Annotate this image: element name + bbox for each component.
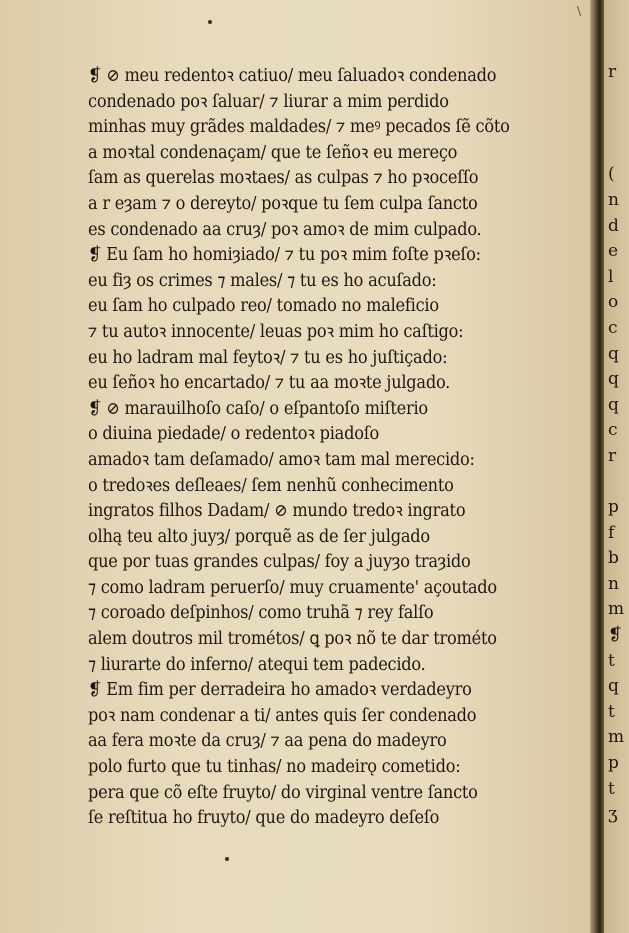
margin-fragment xyxy=(608,111,629,137)
text-line: ſam as querelas moꝛtaes/ as culpas ⁊ ho pꝛoceſſo xyxy=(88,168,479,189)
text-line: alem doutros mil trométos/ ꝗ poꝛ nõ te dar trométo xyxy=(88,629,497,650)
margin-fragment: m xyxy=(608,727,625,748)
margin-fragment: q xyxy=(608,369,619,390)
text-line: ingratos filhos Dadam/ ⊘ mundo tredoꝛ ingrato xyxy=(88,501,466,522)
ink-speck xyxy=(208,20,212,24)
margin-fragment: p xyxy=(608,753,619,774)
right-page-margin-fragments xyxy=(608,60,629,828)
margin-fragment: p xyxy=(608,497,619,518)
book-gutter xyxy=(590,0,604,933)
margin-fragment: q xyxy=(608,343,619,364)
margin-fragment: r xyxy=(608,62,617,82)
margin-fragment: ʒ xyxy=(608,804,618,825)
page-text-block xyxy=(88,64,594,832)
text-line: eu fiȝ os crimes ⁊ males/ ⁊ tu es ho acuſado: xyxy=(88,270,437,291)
text-line: amadoꝛ tam deſamado/ amoꝛ tam mal merecido: xyxy=(88,449,475,470)
text-line: ❡ Em fim per derradeira ho amadoꝛ verdadeyro xyxy=(88,680,472,701)
text-line: ⁊ coroado deſpinhos/ como truhã ⁊ rey falſo xyxy=(88,603,434,624)
margin-fragment xyxy=(608,86,629,112)
margin-fragment: t xyxy=(608,650,615,671)
text-line: ❡ Eu ſam ho homiȝiado/ ⁊ tu poꝛ mim foſte pꝛeſo: xyxy=(88,245,481,266)
text-line: pera que cõ eſte fruyto/ do virginal ventre ſancto xyxy=(88,782,478,803)
right-page-edge xyxy=(604,0,629,933)
margin-fragment: r xyxy=(608,445,617,466)
text-line: eu ſeñoꝛ ho encartado/ ⁊ tu aa moꝛte julgado. xyxy=(88,373,451,394)
margin-fragment: ❡ xyxy=(608,625,623,646)
text-line: poꝛ nam condenar a ti/ antes quis ſer condenado xyxy=(88,705,477,726)
text-line: ⁊ liurarte do inferno/ atequi tem padecido. xyxy=(88,654,426,675)
text-line: que por tuas grandes culpas/ foy a juyȝo traȝido xyxy=(88,552,471,573)
margin-fragment: d xyxy=(608,215,619,236)
margin-fragment: e xyxy=(608,241,619,262)
text-line: minhas muy grãdes maldades/ ⁊ meꝰ pecados ſẽ cõto xyxy=(88,117,510,138)
text-line: polo furto que tu tinhas/ no madeirǫ cometido: xyxy=(88,757,461,778)
text-line: ❡ ⊘ marauilhoſo caſo/ o eſpantoſo miſterio xyxy=(88,398,428,419)
margin-fragment: q xyxy=(608,394,619,415)
text-line: ⁊ como ladram peruerſo/ muy cruamente' açoutado xyxy=(88,577,497,598)
text-line: a moꝛtal condenaçam/ que te ſeñoꝛ eu mereço xyxy=(88,142,458,163)
margin-fragment: t xyxy=(608,701,615,722)
margin-fragment: b xyxy=(608,548,619,569)
text-line: a r eȝam ⁊ o dereyto/ poꝛque tu ſem culpa ſancto xyxy=(88,193,478,214)
text-line: o diuina piedade/ o redentoꝛ piadoſo xyxy=(88,424,379,445)
text-line: eu ſam ho culpado reo/ tomado no maleficio xyxy=(88,296,439,317)
text-line: ❡ ⊘ meu redentoꝛ catiuo/ meu ſaluadoꝛ condenado xyxy=(88,66,497,86)
margin-fragment: t xyxy=(608,778,615,799)
margin-fragment: n xyxy=(608,573,619,594)
margin-fragment: l xyxy=(608,266,614,287)
text-line: es condenado aa cruȝ/ poꝛ amoꝛ de mim culpado. xyxy=(88,219,482,240)
text-line: condenado poꝛ ſaluar/ ⁊ liurar a mim perdido xyxy=(88,91,449,112)
margin-fragment xyxy=(608,470,629,496)
margin-fragment: n xyxy=(608,189,619,210)
text-line: olhą teu alto juyȝ/ porquẽ as de ſer julgado xyxy=(88,526,430,547)
margin-fragment: c xyxy=(608,420,618,441)
margin-fragment: c xyxy=(608,317,618,338)
corner-mark: \ xyxy=(577,4,582,18)
text-line: ⁊ tu autoꝛ innocente/ leuas poꝛ mim ho caſtigo: xyxy=(88,321,464,342)
margin-fragment: q xyxy=(608,676,619,697)
text-line: o tredoꝛes deſleaes/ ſem nenhũ conhecimento xyxy=(88,475,454,496)
text-line: eu ho ladram mal feytoꝛ/ ⁊ tu es ho juſtiçado: xyxy=(88,347,448,368)
margin-fragment: f xyxy=(608,522,615,543)
margin-fragment: m xyxy=(608,599,625,620)
margin-fragment xyxy=(608,137,629,163)
margin-fragment: o xyxy=(608,292,619,313)
margin-fragment: ( xyxy=(608,164,615,185)
ink-speck xyxy=(225,857,229,861)
text-line: ſe reſtitua ho fruyto/ que do madeyro deſeſo xyxy=(88,808,440,829)
text-line: aa fera moꝛte da cruȝ/ ⁊ aa pena do madeyro xyxy=(88,731,447,752)
